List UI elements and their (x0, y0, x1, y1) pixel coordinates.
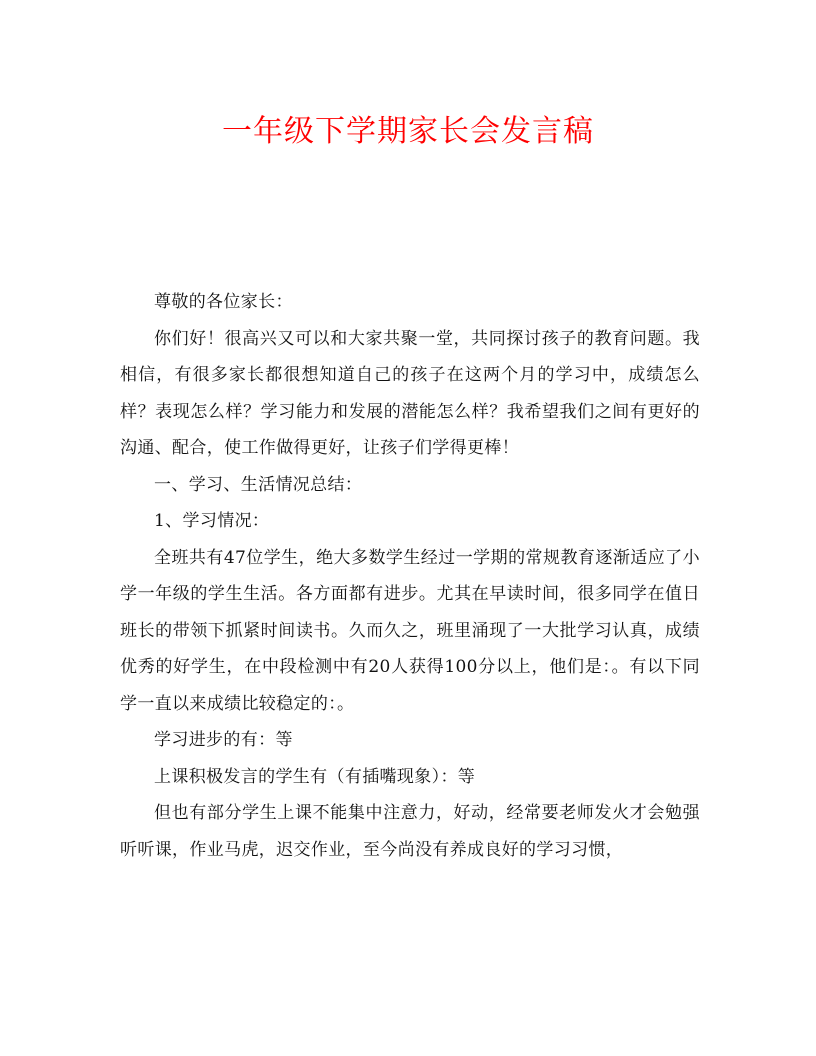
section-heading-summary: 一、学习、生活情况总结： (154, 474, 363, 495)
paragraph-intro: 你们好！很高兴又可以和大家共聚一堂，共同探讨孩子的教育问题。我相信，有很多家长都很想知道自己的孩子在这两个月的学习中，成绩怎么样？表现怎么样？学习能力和发展的潜能怎么样？我希望我们之间有更好的沟通、配合，使工作做得更好，让孩子们学得更棒！ (120, 328, 700, 458)
document-title: 一年级下学期家长会发言稿 (222, 114, 594, 149)
paragraph-progress-students: 学习进步的有：等 (154, 730, 293, 750)
document-body (120, 284, 700, 868)
paragraph-class-overview: 全班共有47位学生，绝大多数学生经过一学期的常规教育逐渐适应了小学一年级的学生生活。各方面都有进步。尤其在早读时间，很多同学在值日班长的带领下抓紧时间读书。久而久之，班里涌现了一大批学习认真，成绩优秀的好学生，在中段检测中有20人获得100分以上，他们是：。有以下同学一直以来成绩比较稳定的：。 (120, 547, 700, 714)
paragraph-active-students: 上课积极发言的学生有（有插嘴现象）：等 (154, 766, 476, 787)
subsection-heading-study: 1、学习情况： (154, 511, 270, 531)
paragraph-greeting: 尊敬的各位家长： (154, 292, 293, 312)
paragraph-issues: 但也有部分学生上课不能集中注意力，好动，经常要老师发火才会勉强听听课，作业马虎，迟交作业，至今尚没有养成良好的学习习惯， (120, 803, 700, 860)
